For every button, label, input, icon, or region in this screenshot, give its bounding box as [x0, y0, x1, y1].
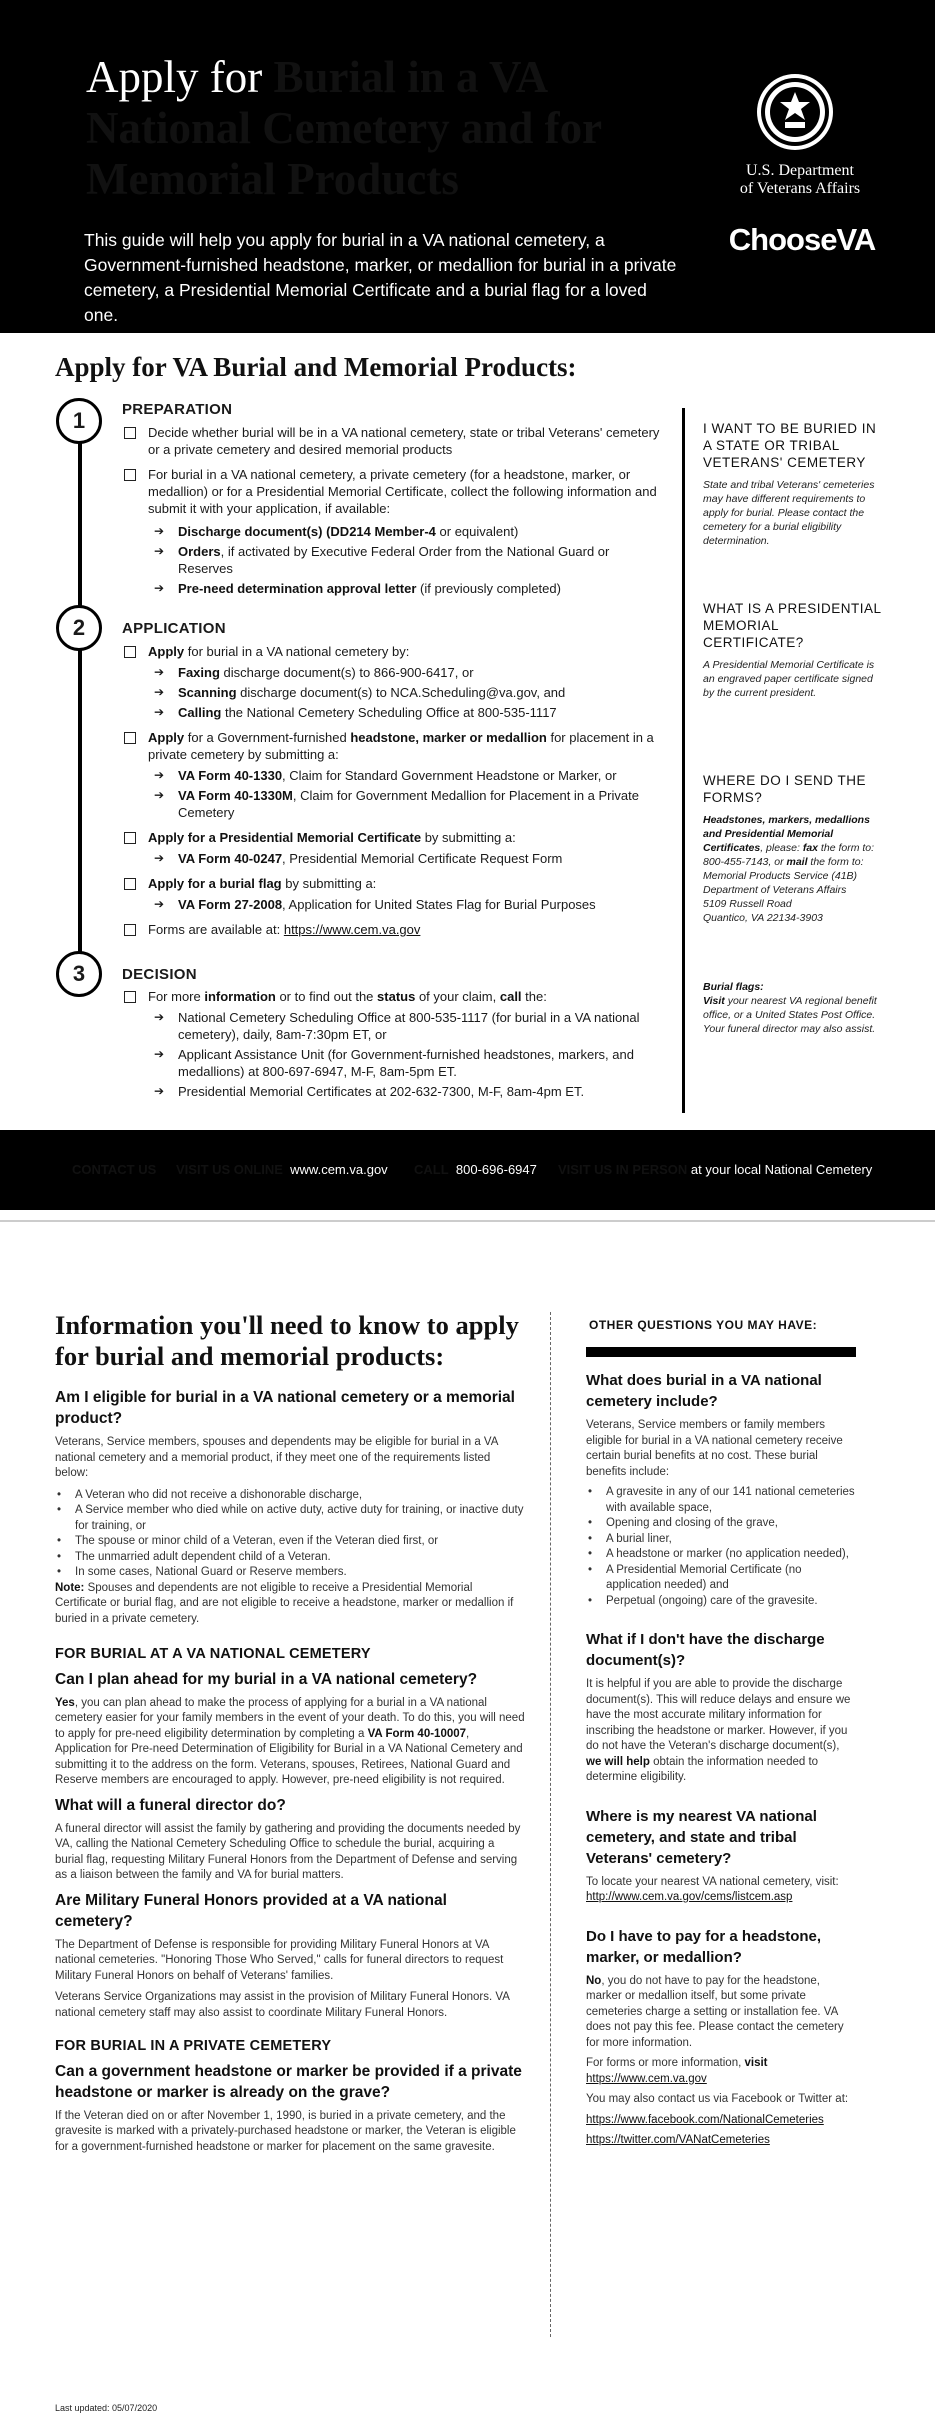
arrow-icon: ➔	[154, 705, 165, 719]
question-eligibility: Am I eligible for burial in a VA national cemetery or a memorial product?	[55, 1389, 515, 1427]
paragraph: Veterans, Service members, spouses and dependents may be eligible for burial in a VA national cemetery and a memorial product, if they meet one of the requirements listed below:	[55, 1436, 498, 1479]
step-1-content	[122, 424, 662, 605]
arrow-icon: ➔	[154, 685, 165, 699]
step-3-title: DECISION	[122, 966, 197, 983]
question-discharge: What if I don't have the discharge document(s)?	[586, 1631, 825, 1669]
arrow-icon: ➔	[154, 665, 165, 679]
arrow-item-bold: Orders	[178, 544, 221, 559]
arrow-item	[148, 704, 662, 721]
arrow-item-bold: Scanning	[178, 685, 237, 700]
arrow-item-text: Presidential Memorial Certificates at 202-632-7300, M-F, 8am-4pm ET.	[178, 1084, 585, 1099]
arrow-item	[148, 580, 662, 597]
list-item: • Opening and closing of the grave,	[586, 1516, 856, 1532]
paragraph	[586, 1677, 856, 1786]
paragraph	[586, 2056, 856, 2087]
checklist-text: Forms are available at:	[148, 922, 284, 937]
checklist-bold: information	[204, 989, 276, 1004]
arrow-item-bold: VA Form 40-1330	[178, 768, 283, 783]
arrow-item-text: discharge document(s) to 866-900-6417, or	[219, 665, 474, 680]
step-1-title: PREPARATION	[122, 401, 233, 418]
arrow-item	[148, 850, 662, 867]
page2-left-column	[55, 1387, 525, 2161]
footer-in-person	[558, 1162, 872, 1177]
address-line: Memorial Products Service (41B)	[703, 870, 858, 882]
arrow-icon: ➔	[154, 897, 165, 911]
sidebar-pmc	[703, 600, 883, 700]
checklist-item	[122, 875, 662, 913]
sidebar-span: , please:	[760, 842, 803, 854]
page1-heading: Apply for VA Burial and Memorial Products:	[55, 352, 577, 382]
arrow-item	[148, 1083, 662, 1100]
step-2-content	[122, 643, 662, 946]
list-item: • The spouse or minor child of a Veteran, even if the Veteran died first, or	[55, 1534, 525, 1550]
checklist-text: for placement in a private cemetery by submitting a:	[148, 730, 654, 762]
arrow-item-text: National Cemetery Scheduling Office at 800-535-1117 (for burial in a VA national cemetery), daily, 8am-7:30pm ET, or	[178, 1010, 640, 1042]
bold-text: visit	[744, 2057, 768, 2069]
checklist-item	[122, 643, 662, 721]
note-paragraph	[55, 1581, 525, 1628]
bold-text: Yes	[55, 1696, 75, 1709]
arrow-item	[148, 543, 662, 577]
listcem-link[interactable]: http://www.cem.va.gov/cems/listcem.asp	[586, 1891, 793, 1903]
section-national-cemetery: FOR BURIAL AT A VA NATIONAL CEMETERY	[55, 1646, 371, 1662]
twitter-link[interactable]: https://twitter.com/VANatCemeteries	[586, 2134, 770, 2146]
sidebar-bold: Burial flags:	[703, 981, 764, 993]
arrow-item-text: Applicant Assistance Unit (for Government-furnished headstones, markers, and medallions) at 800-697-6947, M-F, 8am-5pm ET.	[178, 1047, 634, 1079]
arrow-item-bold: Faxing	[178, 665, 220, 680]
page2-right-column	[586, 1370, 856, 2154]
checklist-item	[122, 829, 662, 867]
paragraph: The Department of Defense is responsible for providing Military Funeral Honors at VA national cemeteries. "Honoring Those Who Served," calls for funeral directors to request Military Funeral Honors on behalf of Veterans' families.	[55, 1938, 504, 1982]
column-divider	[550, 1312, 551, 2337]
step-3-content	[122, 988, 662, 1108]
sidebar-bold: Headstones, markers, medallions and Presidential Memorial Certificates	[703, 814, 870, 854]
arrow-item-text: , if activated by Executive Federal Order from the National Guard or Reserves	[178, 544, 610, 576]
step-2-circle: 2	[56, 605, 102, 651]
checklist-bold: headstone, marker or medallion	[350, 730, 547, 745]
list-item: • A burial liner,	[586, 1532, 856, 1548]
paragraph	[586, 2133, 856, 2149]
question-plan-ahead: Can I plan ahead for my burial in a VA national cemetery?	[55, 1670, 478, 1688]
checklist-text: by submitting a:	[421, 830, 516, 845]
list-item: • A headstone or marker (no application needed),	[586, 1547, 856, 1563]
page-divider	[0, 1220, 935, 1222]
step-2-title: APPLICATION	[122, 620, 226, 637]
facebook-link[interactable]: https://www.facebook.com/NationalCemeteries	[586, 2113, 824, 2126]
text-span: obtain the information needed to determine eligibility.	[586, 1755, 819, 1783]
arrow-item	[148, 767, 662, 784]
contact-footer	[0, 1130, 935, 1210]
text-span: , you can plan ahead to make the process of applying for a burial in a VA national cemetery easier for your family members in the event of your death. To do this, you will need to apply for pre-need eligibility determination by completing a	[55, 1696, 525, 1740]
question-funeral-honors: Are Military Funeral Honors provided at a VA national cemetery?	[55, 1891, 447, 1930]
va-seal-icon	[755, 72, 835, 152]
other-questions-label: OTHER QUESTIONS YOU MAY HAVE:	[589, 1318, 818, 1332]
arrow-item-bold: Calling	[178, 705, 222, 720]
arrow-icon: ➔	[154, 1010, 165, 1024]
footer-label: CONTACT US	[72, 1162, 157, 1177]
checklist-item	[122, 921, 662, 938]
checklist-text: by submitting a:	[281, 876, 377, 891]
bold-text: we will help	[586, 1755, 650, 1768]
checklist-item	[122, 988, 662, 1100]
list-item: • The unmarried adult dependent child of a Veteran.	[55, 1550, 525, 1566]
checklist-text: the:	[521, 989, 547, 1004]
hero-title-bold: Burial in a VA National Cemetery and for Memorial Products	[86, 52, 602, 204]
text-span: It is helpful if you are able to provide the discharge document(s). This will reduce delays and ensure we have the most accurate military information for inscribing the headstone or marker. However, if you do not have the Veteran's discharge document(s),	[586, 1678, 851, 1752]
arrow-item-text: , Claim for Government Medallion for Placement in a Private Cemetery	[178, 788, 639, 820]
footer-label: VISIT US ONLINE	[176, 1162, 283, 1177]
checklist-bold: Apply for a burial flag	[148, 876, 282, 891]
bold-text: No	[586, 1974, 602, 1987]
checklist-item	[122, 729, 662, 821]
arrow-icon: ➔	[154, 768, 165, 782]
sidebar-send-forms	[703, 772, 883, 925]
question-nearest-cemetery: Where is my nearest VA national cemetery, and state and tribal Veterans' cemetery?	[586, 1807, 817, 1867]
footer-value: at your local National Cemetery	[687, 1162, 873, 1177]
sidebar-title: WHAT IS A PRESIDENTIAL MEMORIAL CERTIFICATE?	[703, 601, 882, 650]
checklist-bold: status	[377, 989, 416, 1004]
paragraph: A funeral director will assist the family by gathering and providing the documents needed by VA, calling the National Cemetery Scheduling Office to schedule the burial, acquiring a burial flag, requesting Military Funeral Honors from the Department of Defense and serving as a liaison between the family and VA for burial matters.	[55, 1822, 521, 1881]
checklist-bold: Apply	[148, 644, 185, 659]
cem-va-link[interactable]: https://www.cem.va.gov	[586, 2072, 707, 2085]
va-department-logo	[730, 162, 870, 198]
checklist-item	[122, 466, 662, 597]
paragraph: If the Veteran died on or after November 1, 1990, is buried in a private cemetery, and the gravesite is marked with a privately-purchased headstone or marker, the Veteran is eligible for a government-furnished headstone or marker for placement on the same gravesite.	[55, 2109, 516, 2153]
address-line: Department of Veterans Affairs	[703, 884, 847, 896]
address-line: Quantico, VA 22134-3903	[703, 912, 823, 924]
paragraph	[586, 1974, 856, 2052]
checklist-bold: Apply	[148, 730, 185, 745]
hero-title-plain: Apply for	[86, 52, 274, 102]
checklist-text: for burial in a VA national cemetery by:	[184, 644, 410, 659]
footer-value[interactable]: www.cem.va.gov	[290, 1162, 388, 1177]
sidebar-title: WHERE DO I SEND THE FORMS?	[703, 773, 867, 805]
list-item: • A Veteran who did not receive a dishonorable discharge,	[55, 1488, 525, 1504]
step-1-circle: 1	[56, 398, 102, 444]
arrow-item	[148, 684, 662, 701]
arrow-item	[148, 664, 662, 681]
checklist-item-text: For burial in a VA national cemetery, a private cemetery (for a headstone, marker, or medallion) or for a Presidential Memorial Certificate, collect the following information and submit it with your application, if available:	[148, 467, 657, 516]
text-span: , Application for Pre-need Determination of Eligibility for Burial in a VA National Cemetery and submitting it to the address on the form. Veterans, spouses, Retirees, National Guard and Reserve members are encouraged to apply. However, pre-need eligibility is not required.	[55, 1727, 523, 1786]
arrow-item-bold: Discharge document(s) (DD214 Member-4	[178, 524, 436, 539]
arrow-item-text: , Application for United States Flag for Burial Purposes	[282, 897, 596, 912]
paragraph: Veterans Service Organizations may assist in the provision of Military Funeral Honors. VA national cemetery staff may also assist to coordinate Military Funeral Honors.	[55, 1991, 510, 2019]
paragraph	[586, 1875, 856, 1906]
sidebar-bold: Visit	[703, 995, 725, 1007]
checklist-text: or to find out the	[275, 989, 378, 1004]
footer-online[interactable]	[176, 1162, 388, 1177]
arrow-item	[148, 787, 662, 821]
sidebar-span: your nearest VA regional benefit office, or a United States Post Office. Your funeral director may also assist.	[703, 995, 877, 1035]
footer-label: CALL	[414, 1162, 449, 1177]
last-updated: Last updated: 05/07/2020	[55, 2403, 158, 2413]
section-private-cemetery: FOR BURIAL IN A PRIVATE CEMETERY	[55, 2038, 332, 2054]
list-item: • A Presidential Memorial Certificate (no application needed) and	[586, 1563, 856, 1594]
checklist-bold: Apply for a Presidential Memorial Certificate	[148, 830, 422, 845]
list-item: • Perpetual (ongoing) care of the gravesite.	[586, 1594, 856, 1610]
checklist-text: for a Government-furnished	[184, 730, 351, 745]
note-label: Note:	[55, 1581, 85, 1594]
footer-label: VISIT US IN PERSON	[558, 1162, 688, 1177]
text-span: , you do not have to pay for the headstone, marker or medallion itself, but some private cemeteries charge a setting or installation fee. VA does not pay this fee. Please contact the cemetery for more information.	[586, 1974, 844, 2049]
arrow-item-text: discharge document(s) to NCA.Scheduling@va.gov, and	[236, 685, 566, 700]
footer-value[interactable]: 800-696-6947	[455, 1162, 537, 1177]
checklist-bold: call	[499, 989, 522, 1004]
dept-line-1: U.S. Department	[746, 162, 854, 179]
sidebar-bold: fax	[802, 842, 819, 854]
footer-call[interactable]	[414, 1162, 537, 1177]
sidebar-title: I WANT TO BE BURIED IN A STATE OR TRIBAL VETERANS' CEMETERY	[703, 421, 877, 470]
arrow-item-text: , Claim for Standard Government Headstone or Marker, or	[282, 768, 617, 783]
arrow-item-bold: VA Form 40-0247	[178, 851, 283, 866]
benefits-list	[586, 1485, 856, 1609]
sidebar-text	[703, 813, 883, 925]
question-burial-include: What does burial in a VA national cemetery include?	[586, 1372, 822, 1410]
paragraph: You may also contact us via Facebook or Twitter at:	[586, 2093, 849, 2105]
arrow-item-bold: Pre-need determination approval letter	[178, 581, 417, 596]
footer-contact	[72, 1162, 156, 1177]
list-item: • A gravesite in any of our 141 national cemeteries with available space,	[586, 1485, 856, 1516]
hero-banner	[0, 0, 935, 333]
arrow-icon: ➔	[154, 788, 165, 802]
steps-timeline-line	[78, 420, 82, 972]
sidebar-bold: mail	[786, 856, 808, 868]
page2-heading: Information you'll need to know to apply for burial and memorial products:	[55, 1310, 519, 1371]
sidebar-span: the form to:	[807, 856, 864, 868]
address-line: 5109 Russell Road	[703, 898, 792, 910]
arrow-item-text: (if previously completed)	[416, 581, 561, 596]
checklist-text: For more	[148, 989, 205, 1004]
step-3-circle: 3	[56, 951, 102, 997]
sidebar-text: State and tribal Veterans' cemeteries may have different requirements to apply for burial. Please contact the cemetery for a burial eligibility determination.	[703, 479, 875, 547]
arrow-icon: ➔	[154, 1084, 165, 1098]
question-pay-headstone: Do I have to pay for a headstone, marker, or medallion?	[586, 1927, 822, 1966]
arrow-item	[148, 523, 662, 540]
arrow-item-text: , Presidential Memorial Certificate Request Form	[282, 851, 563, 866]
arrow-item-bold: VA Form 27-2008	[178, 897, 283, 912]
cem-va-link[interactable]: https://www.cem.va.gov	[283, 922, 421, 937]
list-item: • A Service member who died while on active duty, active duty for training, or inactive duty for training, or	[55, 1503, 525, 1534]
sidebar-state-cemetery	[703, 420, 883, 548]
text-span: To locate your nearest VA national cemetery, visit:	[586, 1875, 839, 1888]
question-funeral-director: What will a funeral director do?	[55, 1796, 286, 1814]
arrow-icon: ➔	[154, 544, 165, 558]
text-span: For forms or more information,	[586, 2057, 745, 2069]
arrow-icon: ➔	[154, 1047, 165, 1061]
choose-va-logo: ChooseVA	[728, 222, 876, 257]
checklist-item: Decide whether burial will be in a VA national cemetery, state or tribal Veterans' cemetery or a private cemetery and desired memorial products	[122, 424, 662, 458]
arrow-icon: ➔	[154, 581, 165, 595]
sidebar-text: A Presidential Memorial Certificate is an engraved paper certificate signed by the current president.	[703, 659, 875, 699]
eligibility-list	[55, 1488, 525, 1581]
paragraph	[55, 1696, 525, 1789]
sidebar-text	[703, 980, 883, 1036]
arrow-item-text: the National Cemetery Scheduling Office at 800-535-1117	[221, 705, 557, 720]
note-text: Spouses and dependents are not eligible to receive a Presidential Memorial Certificate or burial flag, and are not eligible to receive a headstone, marker or medallion if buried in a private cemetery.	[55, 1581, 514, 1625]
list-item: • In some cases, National Guard or Reserve members.	[55, 1565, 525, 1581]
arrow-item	[148, 1046, 662, 1080]
arrow-icon: ➔	[154, 524, 165, 538]
arrow-item-text: or equivalent)	[435, 524, 519, 539]
question-private-headstone: Can a government headstone or marker be provided if a private headstone or marker is already on the grave?	[55, 2062, 522, 2101]
arrow-item	[148, 896, 662, 913]
paragraph	[586, 2113, 856, 2129]
bold-text: VA Form 40-10007	[367, 1727, 467, 1740]
sidebar-divider	[682, 408, 685, 1113]
paragraph: Veterans, Service members or family members eligible for burial in a VA national cemetery receive certain burial benefits at no cost. These burial benefits include:	[586, 1419, 843, 1478]
dept-line-2: of Veterans Affairs	[739, 180, 861, 197]
sidebar-burial-flags	[703, 980, 883, 1036]
hero-subtitle: This guide will help you apply for burial in a VA national cemetery, a Government-furnished headstone, marker, or medallion for burial in a private cemetery, a Presidential Memorial Certificate and a burial flag for a loved one.	[84, 230, 677, 325]
arrow-icon: ➔	[154, 851, 165, 865]
arrow-item-bold: VA Form 40-1330M	[178, 788, 293, 803]
arrow-item	[148, 1009, 662, 1043]
sidebar-span: the form to: 800-455-7143, or	[703, 842, 875, 868]
hero-title	[86, 52, 706, 205]
other-questions-bar	[586, 1347, 856, 1357]
checklist-text: of your claim,	[415, 989, 500, 1004]
